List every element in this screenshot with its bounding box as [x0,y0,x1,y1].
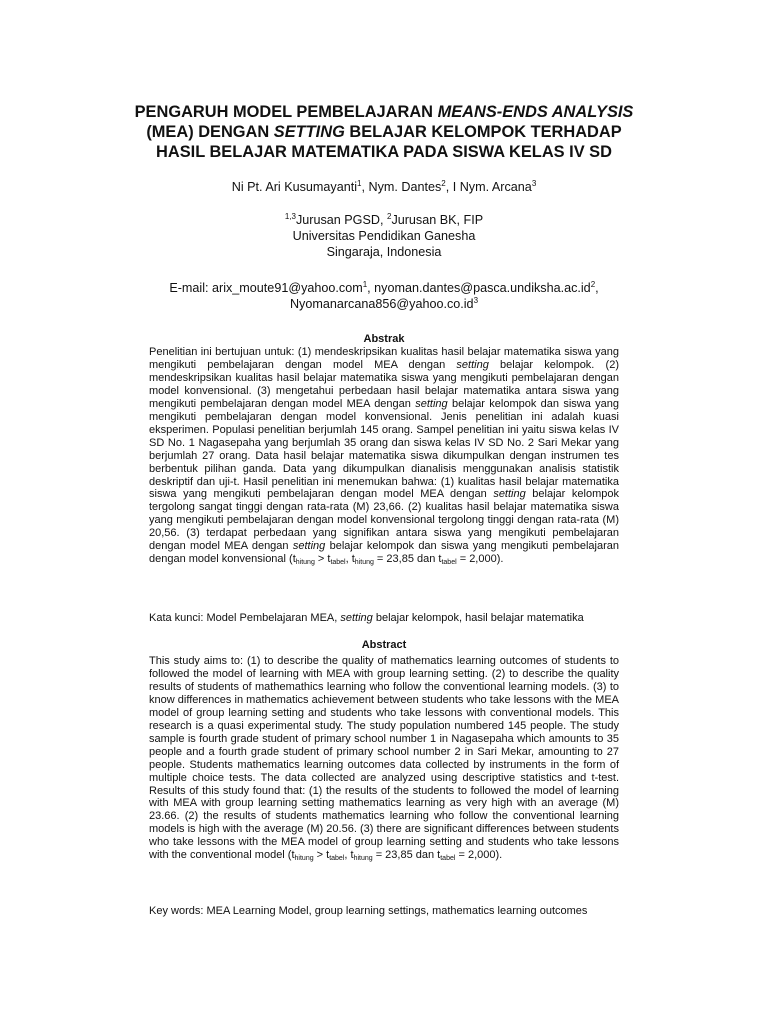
email-block [0,280,768,312]
email-link-3[interactable]: Nyomanarcana856@yahoo.co.id [289,297,474,311]
author-list: Ni Pt. Ari Kusumayanti$^1$, Nym. Dantes$^2$, I Nym. Arcana$^3$ [231,179,537,194]
abstract-heading: Abstract [361,639,407,651]
title-line-3: HASIL BELAJAR MATEMATIKA PADA SISWA KELAS IV SD [156,143,612,161]
affiliation-departments: $^{1,3}$Jurusan PGSD, $^2$Jurusan BK, FIP [284,212,484,227]
email-line-1: E-mail: arix_moute91@yahoo.com$^1$, $nyoman.dantes@pasca.undiksha.ac.id^2$, [169,280,599,295]
abstract-text: This study aims to: (1) to describe the quality of mathematics learning outcomes of students to followed the model of learning with MEA with group learning setting. (2) to describe the quality results of students of mathemathics learning who follow the conventional learning models. (3) to know differences in mathematics achievement between students who take lessons with the MEA model of group learning setting and students who take lessons with conventional models. This research is a quasi experimental study. The study population numbered 145 people. The study sample is fourth grade student of primary school number 1 in Nagasepaha which amounts to 35 people and a fourth grade student of primary school number 2 in Sari Mekar, amounting to 27 people. Students mathematics learning outcomes data collected by instruments in the form of multiple choice tests. The data collected are analyzed using descriptive statistics and t-test. Results of this study found that: (1) the results of the students to followed the model of learning with MEA with group learning setting mathematics learning as very high with an average (M) 23.66. (2) the results of students mathematics learning who follow the conventional learning models is high with the average (M) 20.56. (3) there are significant differences between students who take lessons with the MEA model of group learning setting and students who take lessons with the conventional model ($t_{hitung} > t_{tabel}$, $t_{hitung} = 23,85$ dan $t_{tabel} = 2,000$). [149,655,619,863]
paper-title [120,102,648,162]
author-2: , Nym. Dantes [361,180,442,194]
title-line-2: (MEA) DENGAN SETTING BELAJAR KELOMPOK TERHADAP [146,123,622,141]
email-line-2: $Nyomanarcana856@yahoo.co.id^3$ [289,296,479,311]
abstrak-heading: Abstrak [363,333,405,345]
email-link-2[interactable]: nyoman.dantes@pasca.undiksha.ac.id [374,281,591,295]
title-line-1: PENGARUH MODEL PEMBELAJARAN MEANS-ENDS ANALYSIS [134,103,634,121]
kata-kunci: Kata kunci: Model Pembelajaran MEA, setting belajar kelompok, hasil belajar matematika [149,612,584,624]
affiliation-city: Singaraja, Indonesia [326,245,442,259]
affiliation [0,212,768,260]
author-1: Ni Pt. Ari Kusumayanti [231,180,358,194]
key-words: Key words: MEA Learning Model, group learning settings, mathematics learning outcomes [149,905,588,917]
author-3: , I Nym. Arcana [445,180,532,194]
affiliation-university: Universitas Pendidikan Ganesha [292,229,476,243]
email-link-1[interactable]: arix_moute91@yahoo.com [212,281,363,295]
abstrak-text: Penelitian ini bertujuan untuk: (1) mendeskripsikan kualitas hasil belajar matematika siswa yang mengikuti pembelajaran dengan model MEA dengan setting belajar kelompok. (2) mendeskripsikan kualitas hasil belajar matematika siswa yang mengikuti pembelajaran dengan model konvensional. (3) mengetahui perbedaan hasil belajar matematika antara siswa yang mengikuti pembelajaran dengan model MEA dengan setting belajar kelompok dan siswa yang mengikuti pembelajaran dengan model konvensional. Jenis penelitian ini adalah kuasi eksperimen. Populasi penelitian berjumlah 145 orang. Sampel penelitian ini yaitu siswa kelas IV SD No. 1 Nagasepaha yang berjumlah 35 orang dan siswa kelas IV SD No. 2 Sari Mekar yang berjumlah 27 orang. Data hasil belajar matematika siswa dikumpulkan dengan instrumen tes berbentuk pilihan ganda. Data yang dikumpulkan dianalisis menggunakan analisis statistik deskriptif dan uji-t. Hasil penelitian ini menemukan bahwa: (1) kualitas hasil belajar matematika siswa yang mengikuti pembelajaran dengan model MEA dengan setting belajar kelompok tergolong sangat tinggi dengan rata-rata (M) 23,66. (2) kualitas hasil belajar matematika siswa yang mengikuti pembelajaran dengan model konvensional tergolong tinggi dengan rata-rata (M) 20,56. (3) terdapat perbedaan yang signifikan antara siswa yang mengikuti pembelajaran dengan model MEA dengan setting belajar kelompok dan siswa yang mengikuti pembelajaran dengan model konvensional ($t_{hitung} > t_{tabel}$, $t_{hitung} = 23,85$ dan $t_{tabel} = 2,000$). [149,346,620,567]
